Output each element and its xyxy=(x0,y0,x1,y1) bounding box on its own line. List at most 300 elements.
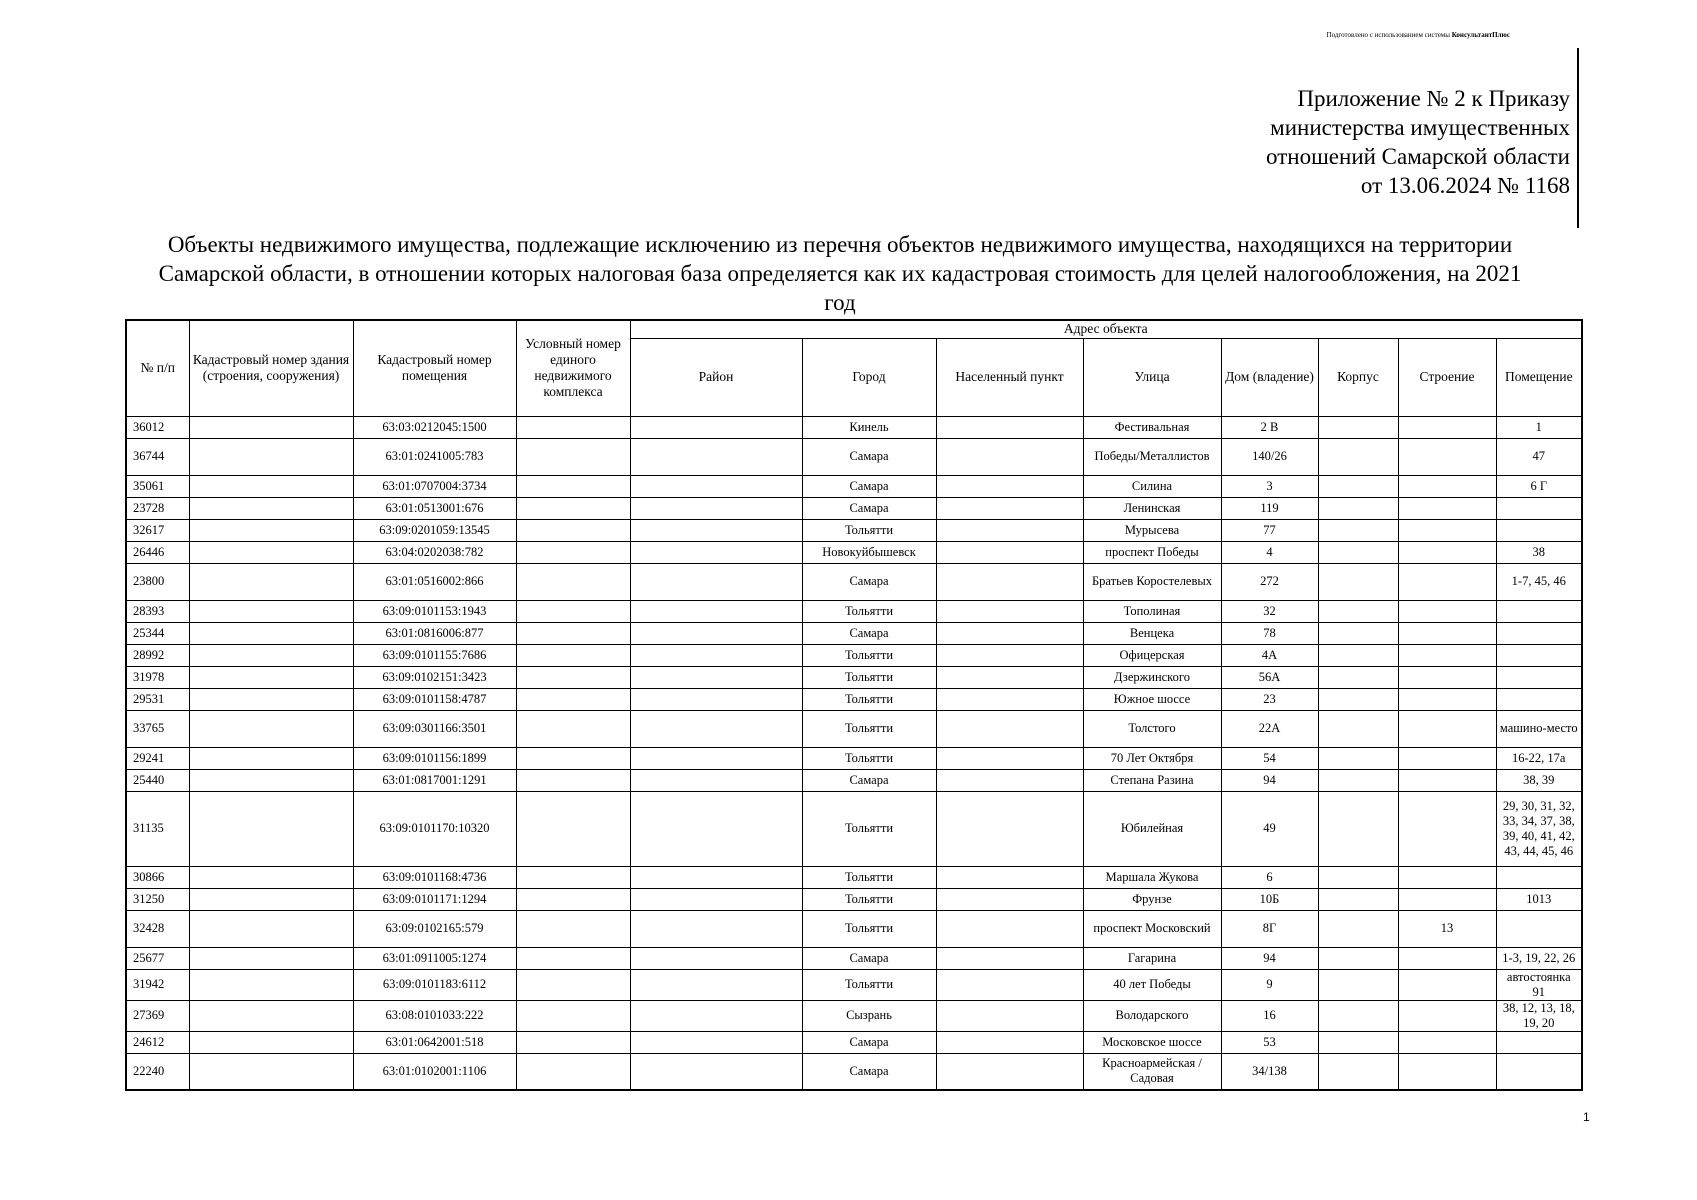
complex-number-cell xyxy=(516,688,630,710)
row-number: 23728 xyxy=(126,497,189,519)
building-cadastral-cell xyxy=(189,747,353,769)
settlement-cell xyxy=(936,1000,1083,1031)
premises-cadastral-cell: 63:01:0102001:1106 xyxy=(353,1053,516,1090)
provider-text: Подготовлено с использованием системы xyxy=(1326,31,1450,39)
row-number: 31250 xyxy=(126,888,189,910)
premises-cadastral-cell: 63:09:0101170:10320 xyxy=(353,791,516,866)
structure-cell xyxy=(1398,791,1496,866)
structure-cell xyxy=(1398,969,1496,1000)
settlement-cell xyxy=(936,475,1083,497)
header-street: Улица xyxy=(1083,338,1221,416)
settlement-cell xyxy=(936,769,1083,791)
table-row xyxy=(126,416,1582,438)
row-number: 36744 xyxy=(126,438,189,475)
street-cell: Дзержинского xyxy=(1083,666,1221,688)
premises-cadastral-cell: 63:09:0101158:4787 xyxy=(353,688,516,710)
street-cell: Офицерская xyxy=(1083,644,1221,666)
settlement-cell xyxy=(936,622,1083,644)
building-cadastral-cell xyxy=(189,475,353,497)
row-number: 30866 xyxy=(126,866,189,888)
street-cell: Володарского xyxy=(1083,1000,1221,1031)
room-cell: 6 Г xyxy=(1496,475,1582,497)
structure-cell xyxy=(1398,519,1496,541)
settlement-cell xyxy=(936,497,1083,519)
header-complex-number: Условный номер единого недвижимого комплекса xyxy=(516,320,630,416)
house-cell: 32 xyxy=(1221,600,1318,622)
building-cadastral-cell xyxy=(189,791,353,866)
city-cell: Тольятти xyxy=(802,969,936,1000)
house-cell: 16 xyxy=(1221,1000,1318,1031)
building-cadastral-cell xyxy=(189,563,353,600)
house-cell: 4 xyxy=(1221,541,1318,563)
street-cell: 40 лет Победы xyxy=(1083,969,1221,1000)
settlement-cell xyxy=(936,969,1083,1000)
district-cell xyxy=(630,947,802,969)
house-cell: 10Б xyxy=(1221,888,1318,910)
premises-cadastral-cell: 63:01:0707004:3734 xyxy=(353,475,516,497)
premises-cadastral-cell: 63:01:0911005:1274 xyxy=(353,947,516,969)
street-cell: Степана Разина xyxy=(1083,769,1221,791)
settlement-cell xyxy=(936,600,1083,622)
structure-cell xyxy=(1398,600,1496,622)
complex-number-cell xyxy=(516,541,630,563)
city-cell: Тольятти xyxy=(802,688,936,710)
settlement-cell xyxy=(936,1031,1083,1053)
city-cell: Тольятти xyxy=(802,710,936,747)
table-row xyxy=(126,475,1582,497)
complex-number-cell xyxy=(516,600,630,622)
corpus-cell xyxy=(1318,438,1398,475)
house-cell: 94 xyxy=(1221,947,1318,969)
table-row xyxy=(126,666,1582,688)
corpus-cell xyxy=(1318,416,1398,438)
corpus-cell xyxy=(1318,888,1398,910)
city-cell: Тольятти xyxy=(802,866,936,888)
structure-cell xyxy=(1398,475,1496,497)
corpus-cell xyxy=(1318,600,1398,622)
header-structure: Строение xyxy=(1398,338,1496,416)
house-cell: 77 xyxy=(1221,519,1318,541)
room-cell xyxy=(1496,1053,1582,1090)
district-cell xyxy=(630,1053,802,1090)
district-cell xyxy=(630,1031,802,1053)
complex-number-cell xyxy=(516,1000,630,1031)
complex-number-cell xyxy=(516,791,630,866)
complex-number-cell xyxy=(516,644,630,666)
street-cell: Мурысева xyxy=(1083,519,1221,541)
corpus-cell xyxy=(1318,1000,1398,1031)
room-cell xyxy=(1496,666,1582,688)
district-cell xyxy=(630,541,802,563)
house-cell: 9 xyxy=(1221,969,1318,1000)
header-num: № п/п xyxy=(126,320,189,416)
district-cell xyxy=(630,688,802,710)
district-cell xyxy=(630,519,802,541)
city-cell: Самара xyxy=(802,563,936,600)
structure-cell: 13 xyxy=(1398,910,1496,947)
complex-number-cell xyxy=(516,563,630,600)
district-cell xyxy=(630,710,802,747)
city-cell: Кинель xyxy=(802,416,936,438)
building-cadastral-cell xyxy=(189,622,353,644)
building-cadastral-cell xyxy=(189,688,353,710)
row-number: 28393 xyxy=(126,600,189,622)
structure-cell xyxy=(1398,416,1496,438)
premises-cadastral-cell: 63:01:0513001:676 xyxy=(353,497,516,519)
appendix-line: отношений Самарской области xyxy=(1266,144,1570,169)
row-number: 28992 xyxy=(126,644,189,666)
district-cell xyxy=(630,910,802,947)
premises-cadastral-cell: 63:09:0301166:3501 xyxy=(353,710,516,747)
district-cell xyxy=(630,791,802,866)
city-cell: Тольятти xyxy=(802,888,936,910)
complex-number-cell xyxy=(516,947,630,969)
settlement-cell xyxy=(936,438,1083,475)
district-cell xyxy=(630,563,802,600)
city-cell: Сызрань xyxy=(802,1000,936,1031)
row-number: 32617 xyxy=(126,519,189,541)
street-cell: Ленинская xyxy=(1083,497,1221,519)
header-district: Район xyxy=(630,338,802,416)
row-number: 29531 xyxy=(126,688,189,710)
complex-number-cell xyxy=(516,1031,630,1053)
table-row xyxy=(126,622,1582,644)
row-number: 27369 xyxy=(126,1000,189,1031)
room-cell: 38 xyxy=(1496,541,1582,563)
building-cadastral-cell xyxy=(189,910,353,947)
structure-cell xyxy=(1398,888,1496,910)
street-cell: проспект Московский xyxy=(1083,910,1221,947)
city-cell: Тольятти xyxy=(802,666,936,688)
corpus-cell xyxy=(1318,791,1398,866)
city-cell: Самара xyxy=(802,622,936,644)
district-cell xyxy=(630,866,802,888)
premises-cadastral-cell: 63:09:0102151:3423 xyxy=(353,666,516,688)
complex-number-cell xyxy=(516,1053,630,1090)
structure-cell xyxy=(1398,622,1496,644)
street-cell: Победы/Металлистов xyxy=(1083,438,1221,475)
settlement-cell xyxy=(936,866,1083,888)
corpus-cell xyxy=(1318,866,1398,888)
premises-cadastral-cell: 63:09:0101153:1943 xyxy=(353,600,516,622)
settlement-cell xyxy=(936,644,1083,666)
building-cadastral-cell xyxy=(189,969,353,1000)
house-cell: 6 xyxy=(1221,866,1318,888)
table-row xyxy=(126,710,1582,747)
street-cell: Фрунзе xyxy=(1083,888,1221,910)
district-cell xyxy=(630,644,802,666)
district-cell xyxy=(630,666,802,688)
structure-cell xyxy=(1398,1053,1496,1090)
settlement-cell xyxy=(936,688,1083,710)
table-row xyxy=(126,1053,1582,1090)
provider-note xyxy=(1260,31,1510,39)
table-row xyxy=(126,688,1582,710)
city-cell: Самара xyxy=(802,475,936,497)
building-cadastral-cell xyxy=(189,541,353,563)
settlement-cell xyxy=(936,710,1083,747)
premises-cadastral-cell: 63:01:0816006:877 xyxy=(353,622,516,644)
street-cell: Красноармейская / Садовая xyxy=(1083,1053,1221,1090)
complex-number-cell xyxy=(516,622,630,644)
header-settlement: Населенный пункт xyxy=(936,338,1083,416)
corpus-cell xyxy=(1318,710,1398,747)
corpus-cell xyxy=(1318,769,1398,791)
city-cell: Тольятти xyxy=(802,791,936,866)
row-number: 36012 xyxy=(126,416,189,438)
district-cell xyxy=(630,1000,802,1031)
table-body xyxy=(126,416,1582,1090)
building-cadastral-cell xyxy=(189,769,353,791)
settlement-cell xyxy=(936,666,1083,688)
complex-number-cell xyxy=(516,666,630,688)
building-cadastral-cell xyxy=(189,497,353,519)
building-cadastral-cell xyxy=(189,1000,353,1031)
building-cadastral-cell xyxy=(189,519,353,541)
house-cell: 3 xyxy=(1221,475,1318,497)
building-cadastral-cell xyxy=(189,666,353,688)
building-cadastral-cell xyxy=(189,866,353,888)
appendix-header xyxy=(1150,84,1570,200)
corpus-cell xyxy=(1318,1053,1398,1090)
structure-cell xyxy=(1398,866,1496,888)
district-cell xyxy=(630,475,802,497)
room-cell: 1-7, 45, 46 xyxy=(1496,563,1582,600)
header-building-cadastral: Кадастровый номер здания (строения, сооружения) xyxy=(189,320,353,416)
building-cadastral-cell xyxy=(189,947,353,969)
appendix-line: министерства имущественных xyxy=(1270,115,1570,140)
room-cell xyxy=(1496,1031,1582,1053)
settlement-cell xyxy=(936,1053,1083,1090)
structure-cell xyxy=(1398,563,1496,600)
district-cell xyxy=(630,497,802,519)
corpus-cell xyxy=(1318,947,1398,969)
room-cell xyxy=(1496,644,1582,666)
settlement-cell xyxy=(936,888,1083,910)
room-cell xyxy=(1496,519,1582,541)
table-row xyxy=(126,910,1582,947)
house-cell: 78 xyxy=(1221,622,1318,644)
street-cell: Силина xyxy=(1083,475,1221,497)
street-cell: Братьев Коростелевых xyxy=(1083,563,1221,600)
corpus-cell xyxy=(1318,688,1398,710)
city-cell: Тольятти xyxy=(802,910,936,947)
street-cell: Толстого xyxy=(1083,710,1221,747)
header-room: Помещение xyxy=(1496,338,1582,416)
table-row xyxy=(126,644,1582,666)
page-number: 1 xyxy=(1583,1110,1590,1124)
house-cell: 8Г xyxy=(1221,910,1318,947)
row-number: 33765 xyxy=(126,710,189,747)
house-cell: 140/26 xyxy=(1221,438,1318,475)
room-cell xyxy=(1496,910,1582,947)
complex-number-cell xyxy=(516,969,630,1000)
complex-number-cell xyxy=(516,769,630,791)
complex-number-cell xyxy=(516,416,630,438)
settlement-cell xyxy=(936,910,1083,947)
room-cell: 1-3, 19, 22, 26 xyxy=(1496,947,1582,969)
district-cell xyxy=(630,622,802,644)
street-cell: 70 Лет Октября xyxy=(1083,747,1221,769)
row-number: 35061 xyxy=(126,475,189,497)
row-number: 25677 xyxy=(126,947,189,969)
house-cell: 119 xyxy=(1221,497,1318,519)
structure-cell xyxy=(1398,1000,1496,1031)
room-cell xyxy=(1496,622,1582,644)
house-cell: 22А xyxy=(1221,710,1318,747)
street-cell: Фестивальная xyxy=(1083,416,1221,438)
row-number: 32428 xyxy=(126,910,189,947)
city-cell: Самара xyxy=(802,1031,936,1053)
district-cell xyxy=(630,888,802,910)
district-cell xyxy=(630,438,802,475)
row-number: 29241 xyxy=(126,747,189,769)
premises-cadastral-cell: 63:09:0201059:13545 xyxy=(353,519,516,541)
city-cell: Тольятти xyxy=(802,600,936,622)
complex-number-cell xyxy=(516,910,630,947)
room-cell: 38, 39 xyxy=(1496,769,1582,791)
house-cell: 34/138 xyxy=(1221,1053,1318,1090)
settlement-cell xyxy=(936,541,1083,563)
corpus-cell xyxy=(1318,541,1398,563)
appendix-line: от 13.06.2024 № 1168 xyxy=(1360,173,1570,198)
house-cell: 49 xyxy=(1221,791,1318,866)
room-cell: автостоянка 91 xyxy=(1496,969,1582,1000)
district-cell xyxy=(630,747,802,769)
premises-cadastral-cell: 63:04:0202038:782 xyxy=(353,541,516,563)
house-cell: 53 xyxy=(1221,1031,1318,1053)
structure-cell xyxy=(1398,438,1496,475)
house-cell: 56А xyxy=(1221,666,1318,688)
room-cell: машино-место xyxy=(1496,710,1582,747)
room-cell: 1 xyxy=(1496,416,1582,438)
premises-cadastral-cell: 63:09:0101156:1899 xyxy=(353,747,516,769)
table-row xyxy=(126,541,1582,563)
structure-cell xyxy=(1398,947,1496,969)
table-row xyxy=(126,497,1582,519)
city-cell: Самара xyxy=(802,947,936,969)
street-cell: Московское шоссе xyxy=(1083,1031,1221,1053)
corpus-cell xyxy=(1318,666,1398,688)
district-cell xyxy=(630,769,802,791)
settlement-cell xyxy=(936,563,1083,600)
premises-cadastral-cell: 63:01:0642001:518 xyxy=(353,1031,516,1053)
corpus-cell xyxy=(1318,563,1398,600)
row-number: 25344 xyxy=(126,622,189,644)
structure-cell xyxy=(1398,769,1496,791)
objects-table xyxy=(125,319,1583,1091)
complex-number-cell xyxy=(516,888,630,910)
premises-cadastral-cell: 63:08:0101033:222 xyxy=(353,1000,516,1031)
row-number: 26446 xyxy=(126,541,189,563)
house-cell: 54 xyxy=(1221,747,1318,769)
premises-cadastral-cell: 63:01:0817001:1291 xyxy=(353,769,516,791)
corpus-cell xyxy=(1318,910,1398,947)
street-cell: Венцека xyxy=(1083,622,1221,644)
row-number: 22240 xyxy=(126,1053,189,1090)
row-number: 31135 xyxy=(126,791,189,866)
table-row xyxy=(126,1000,1582,1031)
corpus-cell xyxy=(1318,1031,1398,1053)
premises-cadastral-cell: 63:09:0101168:4736 xyxy=(353,866,516,888)
room-cell xyxy=(1496,688,1582,710)
corpus-cell xyxy=(1318,497,1398,519)
complex-number-cell xyxy=(516,710,630,747)
corpus-cell xyxy=(1318,644,1398,666)
room-cell xyxy=(1496,497,1582,519)
header-house: Дом (владение) xyxy=(1221,338,1318,416)
row-number: 25440 xyxy=(126,769,189,791)
premises-cadastral-cell: 63:01:0241005:783 xyxy=(353,438,516,475)
city-cell: Самара xyxy=(802,497,936,519)
table-row xyxy=(126,747,1582,769)
table-row xyxy=(126,1031,1582,1053)
house-cell: 4А xyxy=(1221,644,1318,666)
header-corpus: Корпус xyxy=(1318,338,1398,416)
complex-number-cell xyxy=(516,866,630,888)
complex-number-cell xyxy=(516,475,630,497)
row-number: 24612 xyxy=(126,1031,189,1053)
building-cadastral-cell xyxy=(189,1031,353,1053)
room-cell: 1013 xyxy=(1496,888,1582,910)
district-cell xyxy=(630,969,802,1000)
settlement-cell xyxy=(936,947,1083,969)
document-title: Объекты недвижимого имущества, подлежащие исключению из перечня объектов недвижимого имущества, находящихся на территории Самарской области, в отношении которых налоговая база определяется как их кадастровая стоимость для целей налогообложения, на 2021 год xyxy=(158,232,1522,315)
room-cell: 38, 12, 13, 18, 19, 20 xyxy=(1496,1000,1582,1031)
corpus-cell xyxy=(1318,969,1398,1000)
district-cell xyxy=(630,416,802,438)
building-cadastral-cell xyxy=(189,710,353,747)
building-cadastral-cell xyxy=(189,1053,353,1090)
row-number: 31942 xyxy=(126,969,189,1000)
street-cell: проспект Победы xyxy=(1083,541,1221,563)
premises-cadastral-cell: 63:09:0101183:6112 xyxy=(353,969,516,1000)
settlement-cell xyxy=(936,416,1083,438)
complex-number-cell xyxy=(516,438,630,475)
structure-cell xyxy=(1398,644,1496,666)
appendix-line: Приложение № 2 к Приказу xyxy=(1297,86,1570,111)
premises-cadastral-cell: 63:09:0101171:1294 xyxy=(353,888,516,910)
table-row xyxy=(126,438,1582,475)
city-cell: Новокуйбышевск xyxy=(802,541,936,563)
city-cell: Тольятти xyxy=(802,519,936,541)
complex-number-cell xyxy=(516,519,630,541)
room-cell xyxy=(1496,866,1582,888)
room-cell xyxy=(1496,600,1582,622)
corpus-cell xyxy=(1318,475,1398,497)
settlement-cell xyxy=(936,519,1083,541)
structure-cell xyxy=(1398,666,1496,688)
row-number: 23800 xyxy=(126,563,189,600)
building-cadastral-cell xyxy=(189,600,353,622)
street-cell: Тополиная xyxy=(1083,600,1221,622)
structure-cell xyxy=(1398,710,1496,747)
settlement-cell xyxy=(936,791,1083,866)
corpus-cell xyxy=(1318,622,1398,644)
table-row xyxy=(126,947,1582,969)
header-city: Город xyxy=(802,338,936,416)
building-cadastral-cell xyxy=(189,438,353,475)
provider-brand: КонсультантПлюс xyxy=(1451,31,1510,39)
table-row xyxy=(126,600,1582,622)
complex-number-cell xyxy=(516,747,630,769)
building-cadastral-cell xyxy=(189,416,353,438)
house-cell: 272 xyxy=(1221,563,1318,600)
street-cell: Южное шоссе xyxy=(1083,688,1221,710)
city-cell: Тольятти xyxy=(802,644,936,666)
structure-cell xyxy=(1398,541,1496,563)
header-premises-cadastral: Кадастровый номер помещения xyxy=(353,320,516,416)
